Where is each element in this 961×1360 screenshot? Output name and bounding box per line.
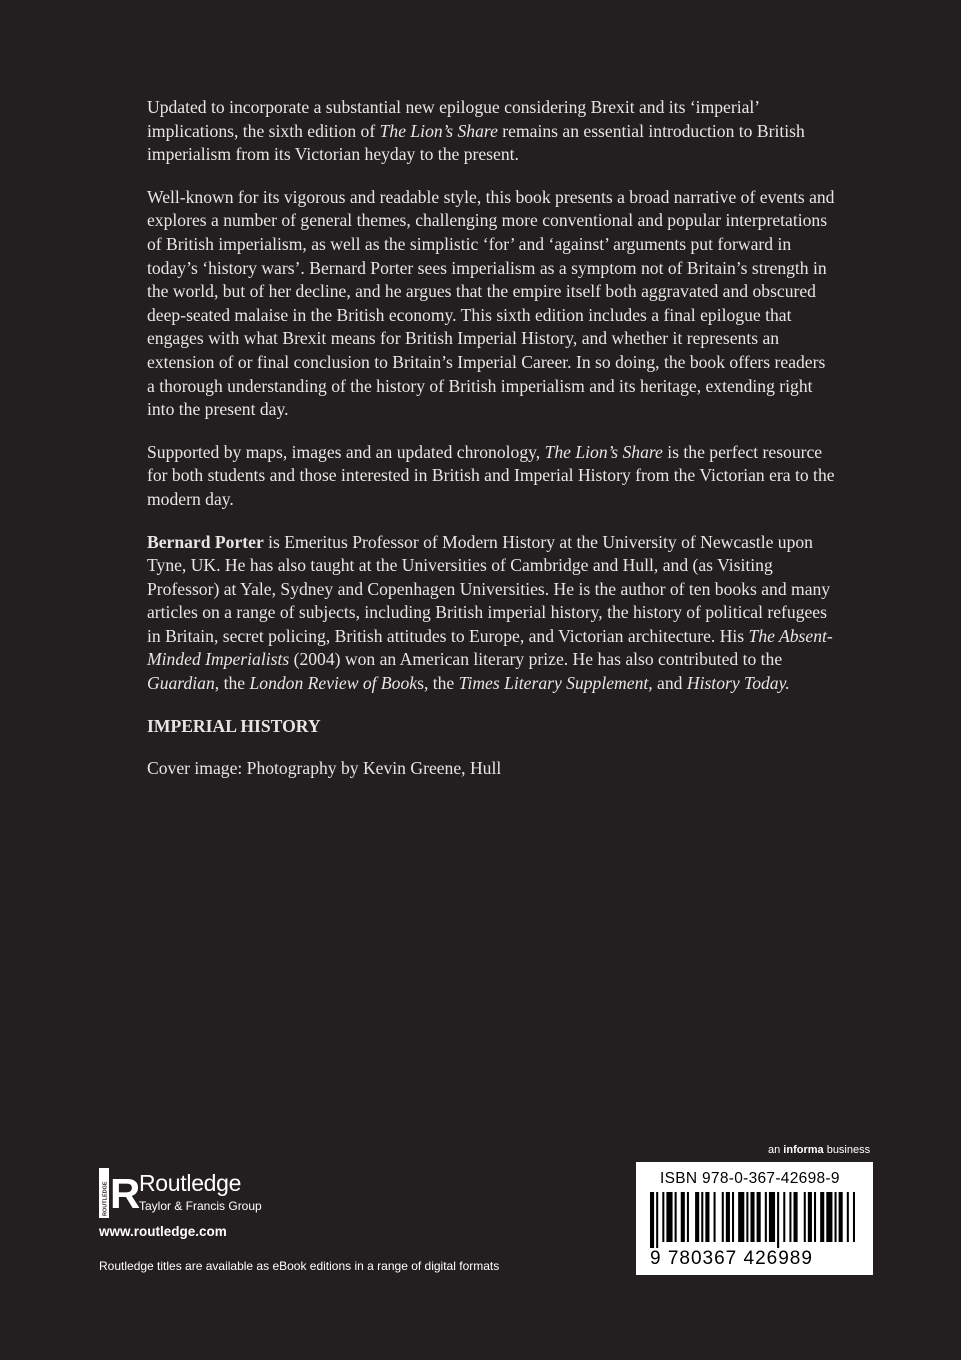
barcode-bar: [656, 1192, 658, 1248]
publication-title: Guardian: [147, 673, 215, 694]
barcode-bar: [681, 1192, 685, 1242]
blurb-text: remains an essential introduction to British imperialism from its Victorian heyday to the present.: [147, 120, 805, 165]
blurb-intro-paragraph: [147, 96, 837, 167]
barcode-bar: [839, 1192, 843, 1242]
publisher-name: Routledge: [139, 1170, 242, 1196]
ebook-availability-note: Routledge titles are available as eBook editions in a range of digital formats: [99, 1259, 500, 1273]
tagline-suffix: business: [823, 1144, 871, 1156]
bio-book-title: The Absent-Minded Imperialists: [147, 625, 833, 670]
barcode-bar: [705, 1192, 709, 1242]
publication-title: Times Literary Supplement,: [458, 673, 653, 694]
barcode-bar: [695, 1192, 699, 1242]
barcode-bar: [820, 1192, 824, 1242]
informa-brand: informa: [783, 1144, 824, 1156]
logo-letter: R: [110, 1170, 141, 1217]
back-cover-blurb: [147, 96, 837, 800]
barcode-bar: [814, 1192, 816, 1242]
barcode-bar: [808, 1192, 812, 1242]
barcode-bar: [804, 1192, 806, 1242]
author-name: Bernard Porter: [147, 531, 264, 552]
blurb-description-paragraph: Well-known for its vigorous and readable style, this book presents a broad narrative of events and explores a number of general themes, challenging more conventional and popular interpretations of British imperialism, as well as the simplistic ‘for’ and ‘against’ arguments put forward in today’s ‘history wars’. Bernard Porter sees imperialism as a symptom not of Britain’s strength in the world, but of her decline, and he argues that the empire itself both aggravated and obscured deep-seated malaise in the British economy. This sixth edition includes a final epilogue that engages with what Brexit means for British Imperial History, and whether it represents an extension of or final conclusion to Britain’s Imperial Career. In so doing, the book offers readers a thorough understanding of the history of British imperialism and its heritage, extending right into the present day.: [147, 186, 835, 420]
author-bio-paragraph: [147, 531, 837, 696]
isbn-label: ISBN 978-0-367-42698-9: [660, 1170, 840, 1187]
publisher-group: Taylor & Francis Group: [139, 1199, 262, 1213]
publisher-website[interactable]: www.routledge.com: [99, 1224, 227, 1239]
blurb-audience-paragraph: [147, 441, 837, 512]
barcode-bar: [738, 1192, 744, 1242]
isbn-barcode: [636, 1162, 873, 1275]
barcode-bar: [750, 1192, 754, 1242]
routledge-r-icon: [99, 1168, 141, 1218]
bio-text: (2004) won an American literary prize. He has also contributed to the: [289, 649, 783, 670]
subject-category: IMPERIAL HISTORY: [147, 715, 321, 736]
barcode-bar: [662, 1192, 664, 1242]
barcode-bar: [794, 1192, 798, 1242]
barcode-bar: [666, 1192, 672, 1242]
cover-image-credit: Cover image: Photography by Kevin Greene, Hull: [147, 758, 502, 779]
barcode-bar: [853, 1192, 855, 1242]
informa-business-tagline: [768, 1144, 870, 1156]
book-title: The Lion’s Share: [544, 441, 663, 462]
barcode-bar: [650, 1192, 654, 1248]
barcode-bar: [847, 1192, 849, 1242]
barcode-bar: [777, 1192, 779, 1248]
barcode-bar: [835, 1192, 837, 1242]
barcode-bar: [783, 1192, 785, 1242]
barcode-digits: 9 780367 426989: [650, 1248, 813, 1269]
blurb-text: is the perfect resource for both students and those interested in British and Imperial History from the Victorian era to the modern day.: [147, 441, 835, 509]
barcode-bar: [826, 1192, 832, 1242]
barcode-bars: [646, 1192, 863, 1248]
barcode-bar: [714, 1192, 716, 1242]
barcode-bar: [732, 1192, 734, 1242]
barcode-bar: [789, 1192, 791, 1242]
bio-text: is Emeritus Professor of Modern History at the University of Newcastle upon Tyne, UK. He has also taught at the Universities of Cambridge and Hull, and (as Visiting Professor) at Yale, Sydney and Copenhagen Universities. He is the author of ten books and many articles on a range of subjects, including British imperial history, the history of political refugees in Britain, secret policing, British attitudes to Europe, and Victorian architecture. His: [147, 531, 831, 646]
barcode-bar: [769, 1192, 775, 1242]
bio-text: and: [652, 673, 687, 694]
blurb-text: Supported by maps, images and an updated chronology,: [147, 441, 545, 462]
barcode-bar: [765, 1192, 767, 1242]
bio-text: s, the: [417, 673, 459, 694]
bio-text: , the: [214, 673, 250, 694]
barcode-bar: [701, 1192, 703, 1242]
barcode-bar: [722, 1192, 724, 1242]
barcode-bar: [726, 1192, 730, 1242]
blurb-text: Updated to incorporate a substantial new epilogue considering Brexit and its ‘imperial’ implications, the sixth edition of: [147, 97, 759, 141]
barcode-bar: [687, 1192, 689, 1242]
tagline-prefix: an: [768, 1144, 784, 1156]
book-title: The Lion’s Share: [379, 120, 498, 141]
barcode-bar: [757, 1192, 761, 1242]
barcode-bar: [746, 1192, 748, 1242]
publication-title: London Review of Book: [249, 673, 418, 694]
logo-vertical-label: ROUTLEDGE: [102, 1181, 109, 1216]
barcode-bar: [675, 1192, 677, 1242]
publication-title: History Today.: [686, 673, 790, 694]
routledge-logo: [99, 1168, 299, 1218]
